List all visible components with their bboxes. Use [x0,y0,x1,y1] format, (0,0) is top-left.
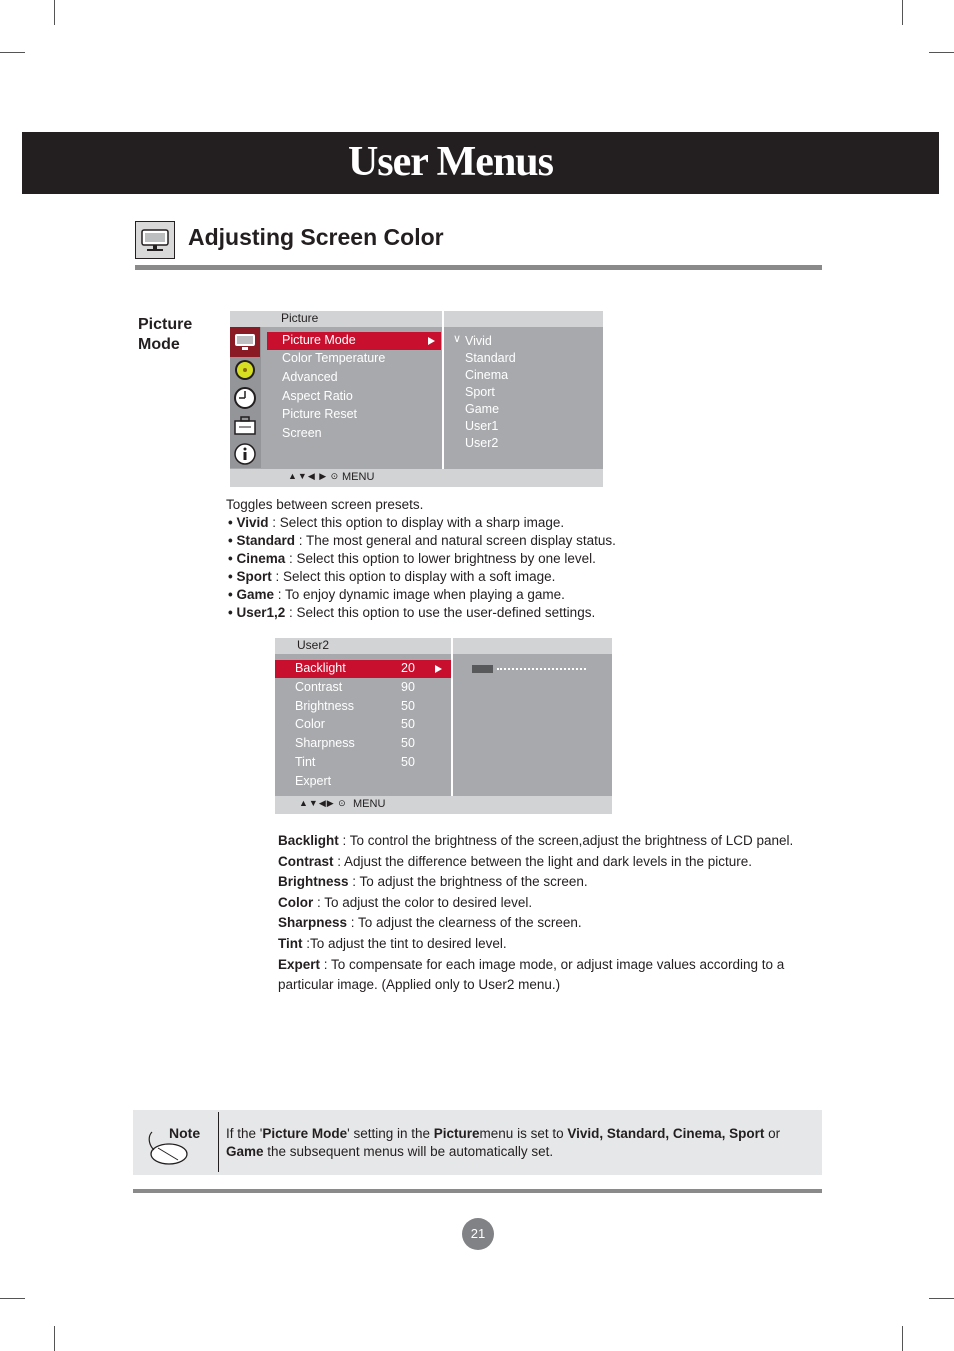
section-title: Adjusting Screen Color [188,224,444,250]
note-text [226,1125,811,1161]
setting-color[interactable]: Color [295,717,325,731]
crop-mark [0,52,25,53]
monitor-icon [135,221,175,259]
preset-line [228,514,786,532]
definition-term: Sharpness [278,915,348,931]
picture-menu [230,311,603,487]
option-sport[interactable]: Sport [465,385,495,399]
info-icon[interactable] [230,439,260,469]
intro-text: Toggles between screen presets. [226,497,424,512]
menu-icon-column [230,327,261,468]
crop-mark [929,52,954,53]
preset-line [228,532,786,550]
note-bold: Game [226,1144,264,1159]
definition-term: Backlight [278,833,339,848]
menu-item-color-temperature[interactable]: Color Temperature [282,351,386,365]
side-label [138,315,218,355]
definition-line [278,913,808,934]
setting-brightness[interactable]: Brightness [295,699,355,713]
presets-description [226,496,786,622]
menu-column-divider [442,311,444,487]
side-label-line: Picture [138,316,193,333]
color-icon[interactable] [230,355,260,385]
definition-line [278,872,808,893]
setting-value: 50 [401,717,415,731]
preset-name: • Cinema [228,551,286,566]
crop-mark [0,1298,25,1299]
preset-text: : To enjoy dynamic image when playing a game. [274,587,565,602]
slider-fill [472,665,493,673]
page-number: 21 [462,1218,494,1250]
definition-text: : To adjust the color to desired level. [313,894,533,910]
option-vivid[interactable]: Vivid [465,334,492,348]
submenu-arrow-icon [435,665,442,673]
menu-title: User2 [297,638,330,652]
menu-header [230,311,603,327]
preset-name: • Game [228,587,274,602]
preset-line [228,568,786,586]
user2-menu [275,638,612,814]
menu-footer [275,796,612,814]
definition-text: : To adjust the clearness of the screen. [347,915,582,931]
menu-title: Picture [281,311,319,325]
option-cinema[interactable]: Cinema [465,368,509,382]
menu-key-label: MENU [353,798,386,810]
definition-term: Contrast [278,853,334,869]
menu-footer [230,469,603,487]
setting-contrast[interactable]: Contrast [295,680,343,694]
note-segment: menu is set to [479,1126,568,1141]
option-game[interactable]: Game [465,402,500,416]
setting-value: 90 [401,680,415,694]
preset-name: • User1,2 [228,605,286,620]
definition-line [278,852,808,873]
preset-text: : Select this option to display with a soft image. [271,569,556,584]
settings-definitions [278,831,808,996]
preset-line [228,604,786,622]
section-divider [135,265,822,270]
definition-text: : Adjust the difference between the light and dark levels in the picture. [333,853,753,869]
setting-expert[interactable]: Expert [295,774,332,788]
preset-text: : Select this option to lower brightness by one level. [285,551,596,566]
menu-item-advanced[interactable]: Advanced [282,370,338,384]
definition-line [278,955,808,996]
note-bold: Vivid, Standard, Cinema, Sport [567,1126,765,1141]
menu-item-picture-mode[interactable]: Picture Mode [282,333,356,347]
menu-item-picture-reset[interactable]: Picture Reset [282,407,358,421]
definition-text: :To adjust the tint to desired level. [302,935,507,951]
clock-icon[interactable] [230,383,260,413]
note-segment: the subsequent menus will be automatically set. [263,1144,554,1159]
note-label: Note [169,1125,201,1141]
setting-value: 50 [401,736,415,750]
menu-key-label: MENU [342,471,375,483]
note-divider [218,1112,219,1172]
setting-value: 20 [401,661,415,675]
definition-term: Tint [278,935,303,951]
preset-text: : Select this option to use the user-defined settings. [285,605,596,620]
setting-tint[interactable]: Tint [295,755,316,769]
setting-value: 50 [401,755,415,769]
preset-name: • Standard [228,533,295,548]
setting-sharpness[interactable]: Sharpness [295,736,355,750]
menu-item-aspect-ratio[interactable]: Aspect Ratio [282,389,353,403]
backlight-slider[interactable] [472,665,586,673]
preset-line [228,586,786,604]
definition-text: : To control the brightness of the screen,adjust the brightness of LCD panel. [338,833,794,848]
setting-backlight[interactable]: Backlight [295,661,346,675]
setting-value: 50 [401,699,415,713]
submenu-arrow-icon [428,337,435,345]
crop-mark [54,1326,55,1351]
preset-name: • Sport [228,569,272,584]
nav-keys: ▲▼◀▶ ⊙ [299,798,347,808]
nav-keys: ▲▼◀ ▶ ⊙ [288,471,340,481]
definition-text: : To adjust the brightness of the screen. [348,874,588,890]
note-segment: or [764,1126,781,1141]
definition-text: : To compensate for each image mode, or adjust image values according to a particular image. (Applied only to User2 menu.) [278,956,785,993]
preset-line [228,550,786,568]
crop-mark [902,1326,903,1351]
slider-track [497,668,586,672]
crop-mark [902,0,903,25]
menu-header [275,638,612,654]
crop-mark [929,1298,954,1299]
menu-column-divider [451,638,453,814]
option-user1[interactable]: User1 [465,419,499,433]
picture-icon[interactable] [230,327,260,357]
option-standard[interactable]: Standard [465,351,516,365]
toolbox-icon[interactable] [230,411,260,441]
page-title: User Menus [347,139,554,185]
crop-mark [54,0,55,25]
definition-term: Brightness [278,874,349,890]
note-segment: If the ' [226,1126,263,1141]
definition-line [278,893,808,914]
definition-term: Expert [278,956,321,972]
preset-text: : The most general and natural screen display status. [295,533,616,548]
definition-line [278,934,808,955]
note-segment: ' setting in the [347,1126,434,1141]
definition-line [278,831,808,852]
bottom-divider [133,1189,822,1193]
side-label-line: Mode [138,336,180,353]
definition-term: Color [278,894,314,910]
option-marker: ∨ [453,333,462,345]
menu-item-screen[interactable]: Screen [282,426,322,440]
preset-name: • Vivid [228,515,269,530]
header-bar [22,132,939,194]
option-user2[interactable]: User2 [465,436,499,450]
note-bold: Picture Mode [262,1126,348,1141]
preset-text: : Select this option to display with a sharp image. [268,515,565,530]
note-bold: Picture [433,1126,480,1141]
